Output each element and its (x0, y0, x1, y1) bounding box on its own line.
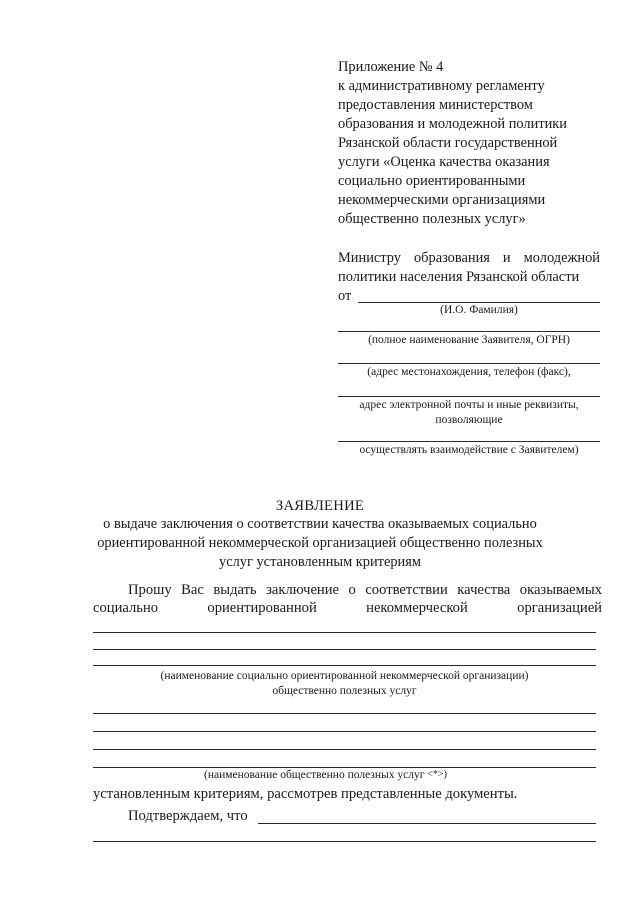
caption-org-name: (наименование социально ориентированной некоммерческой организации) (160, 670, 529, 682)
caption-interaction: осуществлять взаимодействие с Заявителем) (359, 444, 579, 456)
statement-subtitle: о выдаче заключения о соответствии качества оказываемых социально (103, 516, 537, 532)
request-word: ориентированной (207, 600, 317, 616)
caption-services: общественно полезных услуг (272, 685, 417, 697)
footnote-mark: <*>) (427, 769, 447, 780)
appendix-line: предоставления министерством (338, 97, 533, 113)
org-name-field[interactable] (93, 632, 596, 633)
org-name-field[interactable] (93, 649, 596, 650)
applicant-org-field[interactable] (338, 331, 600, 332)
caption-email: адрес электронной почты и иные реквизиты, (359, 399, 579, 411)
caption-service-text: (наименование общественно полезных услуг (204, 769, 425, 781)
appendix-line: услуги «Оценка качества оказания (338, 154, 550, 170)
applicant-name-field[interactable] (358, 302, 600, 303)
service-name-field[interactable] (93, 749, 596, 750)
appendix-line: образования и молодежной политики (338, 116, 567, 132)
appendix-line: социально ориентированными (338, 173, 526, 189)
statement-subtitle: ориентированной некоммерческой организацией общественно полезных (97, 535, 543, 551)
service-name-field[interactable] (93, 767, 596, 768)
request-line: Прошу Вас выдать заключение о соответствии качества оказываемых (128, 582, 602, 598)
applicant-contact-field[interactable] (338, 441, 600, 442)
statement-title: ЗАЯВЛЕНИЕ (275, 498, 365, 514)
addressee-line: политики населения Рязанской области (338, 269, 580, 285)
from-label: от (338, 288, 352, 304)
appendix-line: Рязанской области государственной (338, 135, 558, 151)
request-word: социально (93, 600, 159, 616)
confirm-label: Подтверждаем, что (128, 808, 248, 824)
org-name-field[interactable] (93, 665, 596, 666)
caption-address: (адрес местонахождения, телефон (факс), (367, 366, 571, 378)
request-line-2 (93, 600, 602, 617)
request-word: некоммерческой (366, 600, 468, 616)
appendix-line: некоммерческими организациями (338, 192, 546, 208)
applicant-email-field[interactable] (338, 396, 600, 397)
appendix-line: общественно полезных услуг» (338, 211, 526, 227)
caption-name: (И.О. Фамилия) (440, 304, 518, 316)
request-word: организацией (517, 600, 602, 616)
caption-service-name (204, 769, 447, 781)
service-name-field[interactable] (93, 713, 596, 714)
appendix-line: к административному регламенту (338, 78, 545, 94)
statement-subtitle: услуг установленным критериям (219, 554, 421, 570)
caption-org: (полное наименование Заявителя, ОГРН) (368, 334, 570, 346)
applicant-address-field[interactable] (338, 363, 600, 364)
criteria-line: установленным критериям, рассмотрев представленные документы. (93, 786, 518, 802)
addressee-line: Министру образования и молодежной (338, 250, 600, 266)
appendix-line: Приложение № 4 (338, 59, 444, 75)
confirm-field-cont[interactable] (93, 841, 596, 842)
caption-email-cont: позволяющие (435, 414, 503, 426)
confirm-field[interactable] (258, 823, 596, 824)
service-name-field[interactable] (93, 731, 596, 732)
